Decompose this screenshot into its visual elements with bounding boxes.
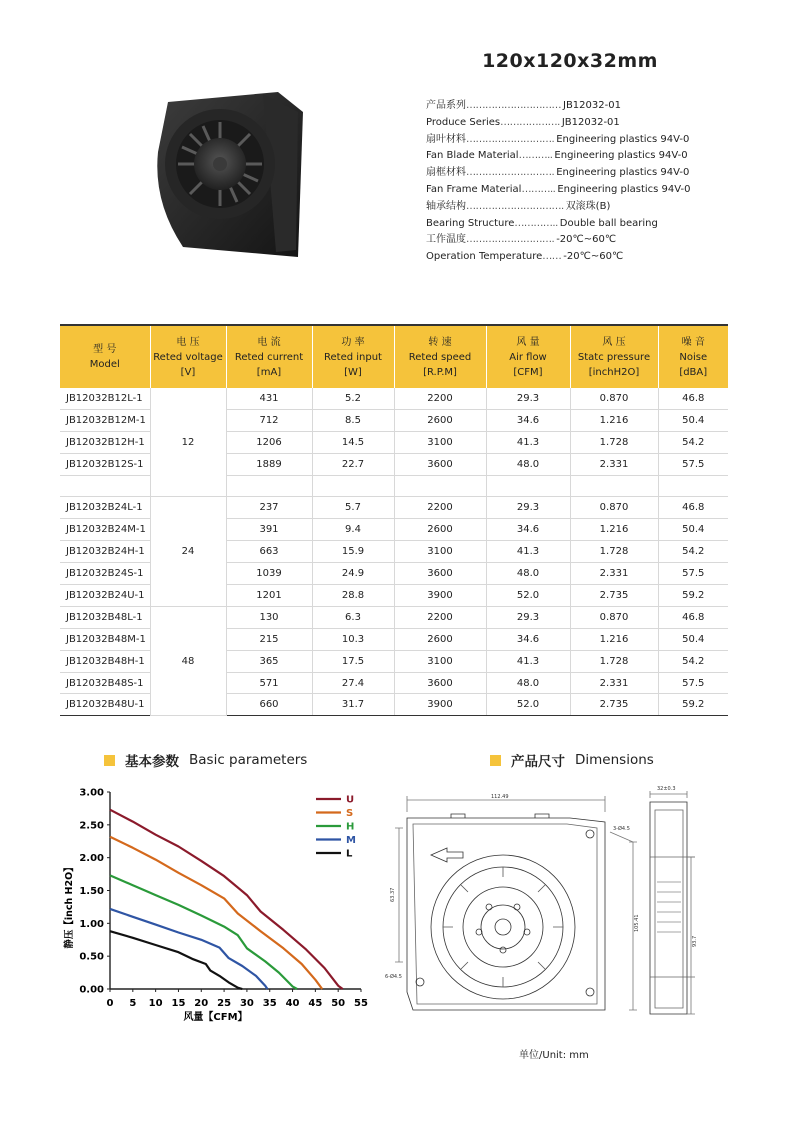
table-cell: 0.870 xyxy=(570,606,658,628)
legend-label: M xyxy=(346,835,356,846)
column-header-en: Reted speed xyxy=(408,351,472,363)
y-tick-label: 3.00 xyxy=(79,787,104,799)
x-tick-label: 55 xyxy=(354,998,368,1009)
spec-dots: ………………………. xyxy=(466,167,555,179)
table-cell: 1.728 xyxy=(570,650,658,672)
x-tick-label: 45 xyxy=(308,998,323,1009)
table-cell: 3900 xyxy=(394,585,486,607)
table-cell: 17.5 xyxy=(312,650,394,672)
spec-label: Operation Temperature xyxy=(426,251,543,263)
column-header xyxy=(658,325,728,388)
spec-dots: …… xyxy=(542,251,562,263)
column-header-en: Reted input xyxy=(324,351,382,363)
voltage-cell: 12 xyxy=(150,388,226,497)
column-header-unit: [CFM] xyxy=(513,366,543,378)
table-cell: 3100 xyxy=(394,541,486,563)
table-cell: 1.728 xyxy=(570,431,658,453)
spec-row xyxy=(426,98,726,115)
spec-value: -20℃~60℃ xyxy=(556,234,617,246)
spec-dots: ………………………. xyxy=(466,234,555,246)
table-cell: 663 xyxy=(226,541,312,563)
table-cell: 2.735 xyxy=(570,694,658,716)
table-cell: 712 xyxy=(226,409,312,431)
x-tick-label: 50 xyxy=(331,998,346,1009)
column-header-cn: 型 号 xyxy=(93,344,117,355)
table-cell: 2.331 xyxy=(570,453,658,475)
table-cell: 54.2 xyxy=(658,431,728,453)
spec-value: Engineering plastics 94V-0 xyxy=(554,150,688,162)
table-cell: 57.5 xyxy=(658,672,728,694)
table-cell: 2200 xyxy=(394,388,486,409)
y-tick-label: 0.50 xyxy=(79,951,104,963)
spec-row xyxy=(426,199,726,216)
table-cell: 9.4 xyxy=(312,519,394,541)
table-cell: 46.8 xyxy=(658,497,728,519)
spec-table xyxy=(60,324,728,716)
spec-dots: ………………………… xyxy=(466,100,561,111)
column-header xyxy=(312,325,394,388)
table-cell xyxy=(486,475,570,497)
x-tick-label: 10 xyxy=(148,998,163,1009)
table-cell: JB12032B24H-1 xyxy=(60,541,150,563)
dim-inner-height-label: 105.41 xyxy=(634,914,640,932)
table-cell: 0.870 xyxy=(570,388,658,409)
column-header xyxy=(394,325,486,388)
spec-label: 扇框材料 xyxy=(426,167,466,179)
column-header xyxy=(226,325,312,388)
table-cell: 571 xyxy=(226,672,312,694)
table-cell: 10.3 xyxy=(312,628,394,650)
table-cell: 431 xyxy=(226,388,312,409)
spec-row xyxy=(426,182,726,199)
column-header-cn: 电 流 xyxy=(257,336,281,348)
table-cell: 365 xyxy=(226,650,312,672)
spec-label: 扇叶材料 xyxy=(426,133,466,145)
dim-hole-left-label: 6-Ø4.5 xyxy=(385,974,402,980)
table-row xyxy=(60,388,728,409)
x-tick-label: 30 xyxy=(239,998,254,1009)
table-cell: 41.3 xyxy=(486,650,570,672)
table-cell: 3100 xyxy=(394,431,486,453)
table-cell: 237 xyxy=(226,497,312,519)
spec-row xyxy=(426,165,726,182)
table-cell: 1.216 xyxy=(570,628,658,650)
spec-row xyxy=(426,115,726,132)
table-cell: 46.8 xyxy=(658,606,728,628)
table-cell: 1206 xyxy=(226,431,312,453)
dimension-drawing xyxy=(385,782,725,1032)
table-cell: 29.3 xyxy=(486,606,570,628)
spec-label: Produce Series xyxy=(426,116,501,128)
column-header-en: Model xyxy=(89,359,120,370)
table-cell: 34.6 xyxy=(486,628,570,650)
x-tick-label: 40 xyxy=(285,998,300,1009)
table-cell: 24.9 xyxy=(312,563,394,585)
table-cell: 15.9 xyxy=(312,541,394,563)
spec-dots: ……….. xyxy=(521,183,556,195)
table-cell: JB12032B48S-1 xyxy=(60,672,150,694)
table-cell: 1201 xyxy=(226,585,312,607)
table-cell: 48.0 xyxy=(486,672,570,694)
table-cell: JB12032B24S-1 xyxy=(60,563,150,585)
table-cell: 54.2 xyxy=(658,650,728,672)
column-header-en: Reted voltage xyxy=(153,351,223,363)
legend-label: L xyxy=(346,848,353,860)
table-cell xyxy=(658,475,728,497)
voltage-cell: 24 xyxy=(150,497,226,606)
table-cell: 28.8 xyxy=(312,585,394,607)
spec-dots: …………………………. xyxy=(466,200,564,212)
column-header-cn: 风 压 xyxy=(602,336,626,348)
spec-value: Engineering plastics 94V-0 xyxy=(556,133,690,145)
table-row xyxy=(60,606,728,628)
table-cell: 50.4 xyxy=(658,409,728,431)
x-tick-label: 20 xyxy=(194,998,209,1009)
bullet-square-icon xyxy=(104,755,115,766)
table-cell: 2.331 xyxy=(570,563,658,585)
table-cell: JB12032B48M-1 xyxy=(60,628,150,650)
column-header-unit: [W] xyxy=(344,366,362,378)
column-header-en: Air flow xyxy=(509,351,547,363)
dim-left-height-label: 63.37 xyxy=(390,887,396,902)
spec-row xyxy=(426,216,726,233)
table-cell: 3600 xyxy=(394,672,486,694)
table-cell: 2.331 xyxy=(570,672,658,694)
table-cell: 41.3 xyxy=(486,431,570,453)
table-cell: 3100 xyxy=(394,650,486,672)
y-tick-label: 2.00 xyxy=(79,853,104,865)
spec-dots: ………………………. xyxy=(466,133,555,145)
table-cell: 215 xyxy=(226,628,312,650)
table-cell: 130 xyxy=(226,606,312,628)
table-cell: 5.2 xyxy=(312,388,394,409)
y-tick-label: 0.00 xyxy=(79,984,104,996)
unit-note: 单位/Unit: mm xyxy=(519,1050,589,1061)
column-header-en: Noise xyxy=(679,351,708,363)
table-cell: 391 xyxy=(226,519,312,541)
table-row xyxy=(60,497,728,519)
x-tick-label: 15 xyxy=(171,998,186,1009)
column-header-unit: [R.P.M] xyxy=(423,366,457,378)
column-header-cn: 功 率 xyxy=(341,336,365,348)
column-header-unit: [V] xyxy=(180,366,196,378)
y-tick-label: 2.50 xyxy=(79,820,104,832)
table-cell: 48.0 xyxy=(486,453,570,475)
column-header-cn: 风 量 xyxy=(516,336,540,348)
table-cell: 2600 xyxy=(394,628,486,650)
series-line-L xyxy=(110,931,242,989)
table-cell: 31.7 xyxy=(312,694,394,716)
table-cell: 34.6 xyxy=(486,409,570,431)
basic-params-heading: 基本参数 Basic parameters xyxy=(104,750,307,770)
legend-label: H xyxy=(346,821,355,833)
spec-row xyxy=(426,232,726,249)
table-cell: 57.5 xyxy=(658,453,728,475)
table-cell: 6.3 xyxy=(312,606,394,628)
spec-value: 双滚珠(B) xyxy=(565,200,611,212)
table-cell: 54.2 xyxy=(658,541,728,563)
table-cell: 2200 xyxy=(394,497,486,519)
table-cell: JB12032B48H-1 xyxy=(60,650,150,672)
table-cell: JB12032B12S-1 xyxy=(60,453,150,475)
table-cell: JB12032B48U-1 xyxy=(60,694,150,716)
table-header xyxy=(60,325,728,388)
y-tick-label: 1.00 xyxy=(79,918,104,930)
table-cell: 1.216 xyxy=(570,409,658,431)
table-cell: JB12032B24U-1 xyxy=(60,585,150,607)
table-cell: 59.2 xyxy=(658,585,728,607)
column-header-cn: 转 速 xyxy=(428,336,452,348)
table-cell: JB12032B24M-1 xyxy=(60,519,150,541)
spec-label: Fan Frame Material xyxy=(426,183,522,195)
legend-label: S xyxy=(346,808,354,819)
table-cell xyxy=(570,475,658,497)
table-cell: 3600 xyxy=(394,453,486,475)
spec-label: 产品系列 xyxy=(426,100,466,111)
table-cell: 3600 xyxy=(394,563,486,585)
spec-value: JB12032-01 xyxy=(563,100,621,111)
table-cell: 1889 xyxy=(226,453,312,475)
table-cell: 34.6 xyxy=(486,519,570,541)
table-cell: 14.5 xyxy=(312,431,394,453)
x-axis-label: 风量【CFM】 xyxy=(183,1012,248,1023)
table-cell: 50.4 xyxy=(658,519,728,541)
column-header-en: Reted current xyxy=(234,351,304,363)
spec-value: -20℃~60℃ xyxy=(563,251,624,263)
table-cell xyxy=(312,475,394,497)
voltage-cell: 48 xyxy=(150,606,226,715)
spec-list xyxy=(426,98,726,266)
column-header xyxy=(60,325,150,388)
product-photo xyxy=(148,82,308,260)
legend-label: U xyxy=(346,794,355,806)
table-cell: 50.4 xyxy=(658,628,728,650)
table-cell: 2200 xyxy=(394,606,486,628)
dimensions-heading: 产品尺寸 Dimensions xyxy=(490,750,654,770)
x-tick-label: 5 xyxy=(129,998,137,1009)
table-cell xyxy=(226,475,312,497)
bullet-square-icon xyxy=(490,755,501,766)
table-cell: 29.3 xyxy=(486,497,570,519)
page-title: 120x120x32mm xyxy=(482,50,658,72)
table-cell: 1039 xyxy=(226,563,312,585)
table-cell: 3900 xyxy=(394,694,486,716)
column-header-cn: 电 压 xyxy=(176,336,200,348)
table-cell: 660 xyxy=(226,694,312,716)
table-cell: JB12032B48L-1 xyxy=(60,606,150,628)
column-header-unit: [mA] xyxy=(256,366,282,378)
table-cell: 57.5 xyxy=(658,563,728,585)
series-line-S xyxy=(110,837,322,989)
table-cell: 46.8 xyxy=(658,388,728,409)
x-tick-label: 35 xyxy=(262,998,277,1009)
table-cell: 5.7 xyxy=(312,497,394,519)
table-cell: 0.870 xyxy=(570,497,658,519)
table-cell: JB12032B12H-1 xyxy=(60,431,150,453)
column-header-unit: [dBA] xyxy=(679,366,708,378)
table-cell: 2600 xyxy=(394,409,486,431)
spec-value: JB12032-01 xyxy=(561,116,620,128)
table-cell: 1.216 xyxy=(570,519,658,541)
spec-row xyxy=(426,249,726,266)
table-cell: 27.4 xyxy=(312,672,394,694)
dim-depth-label: 32±0.3 xyxy=(657,786,676,792)
spec-row xyxy=(426,148,726,165)
spec-dots: ……….. xyxy=(518,150,553,162)
spec-label: Bearing Structure xyxy=(426,217,515,229)
column-header xyxy=(486,325,570,388)
table-cell xyxy=(60,475,150,497)
table-cell: 22.7 xyxy=(312,453,394,475)
table-cell: 8.5 xyxy=(312,409,394,431)
spec-row xyxy=(426,132,726,149)
spec-dots: ………………. xyxy=(500,116,560,128)
table-cell: 52.0 xyxy=(486,585,570,607)
table-cell: JB12032B12L-1 xyxy=(60,388,150,409)
table-cell: 2.735 xyxy=(570,585,658,607)
table-cell: 2600 xyxy=(394,519,486,541)
table-cell: 41.3 xyxy=(486,541,570,563)
spec-label: Fan Blade Material xyxy=(426,150,519,162)
spec-label: 工作温度 xyxy=(426,234,466,246)
table-cell: 52.0 xyxy=(486,694,570,716)
y-tick-label: 1.50 xyxy=(79,886,104,897)
column-header-cn: 噪 音 xyxy=(681,336,705,348)
x-tick-label: 25 xyxy=(217,998,232,1009)
spec-label: 轴承结构 xyxy=(426,200,466,212)
table-cell: JB12032B12M-1 xyxy=(60,409,150,431)
pq-curve-chart xyxy=(58,782,378,1032)
dim-width-label: 112.49 xyxy=(491,794,509,800)
table-cell: JB12032B24L-1 xyxy=(60,497,150,519)
column-header xyxy=(570,325,658,388)
table-cell: 59.2 xyxy=(658,694,728,716)
column-header xyxy=(150,325,226,388)
series-line-M xyxy=(110,909,267,989)
spec-value: Double ball bearing xyxy=(559,217,658,229)
spec-value: Engineering plastics 94V-0 xyxy=(556,167,690,179)
y-axis-label: 静压【inch H2O】 xyxy=(64,862,75,949)
spec-dots: ………….. xyxy=(514,217,558,229)
table-cell: 1.728 xyxy=(570,541,658,563)
column-header-unit: [inchH2O] xyxy=(588,366,640,378)
series-line-H xyxy=(110,875,297,989)
dim-hole-top-label: 3-Ø4.5 xyxy=(613,826,630,832)
table-cell: 48.0 xyxy=(486,563,570,585)
dim-right-height-label: 93.7 xyxy=(692,935,698,947)
column-header-en: Statc pressure xyxy=(577,351,651,363)
spec-value: Engineering plastics 94V-0 xyxy=(557,183,691,195)
x-tick-label: 0 xyxy=(106,998,114,1009)
table-cell: 29.3 xyxy=(486,388,570,409)
table-cell xyxy=(394,475,486,497)
